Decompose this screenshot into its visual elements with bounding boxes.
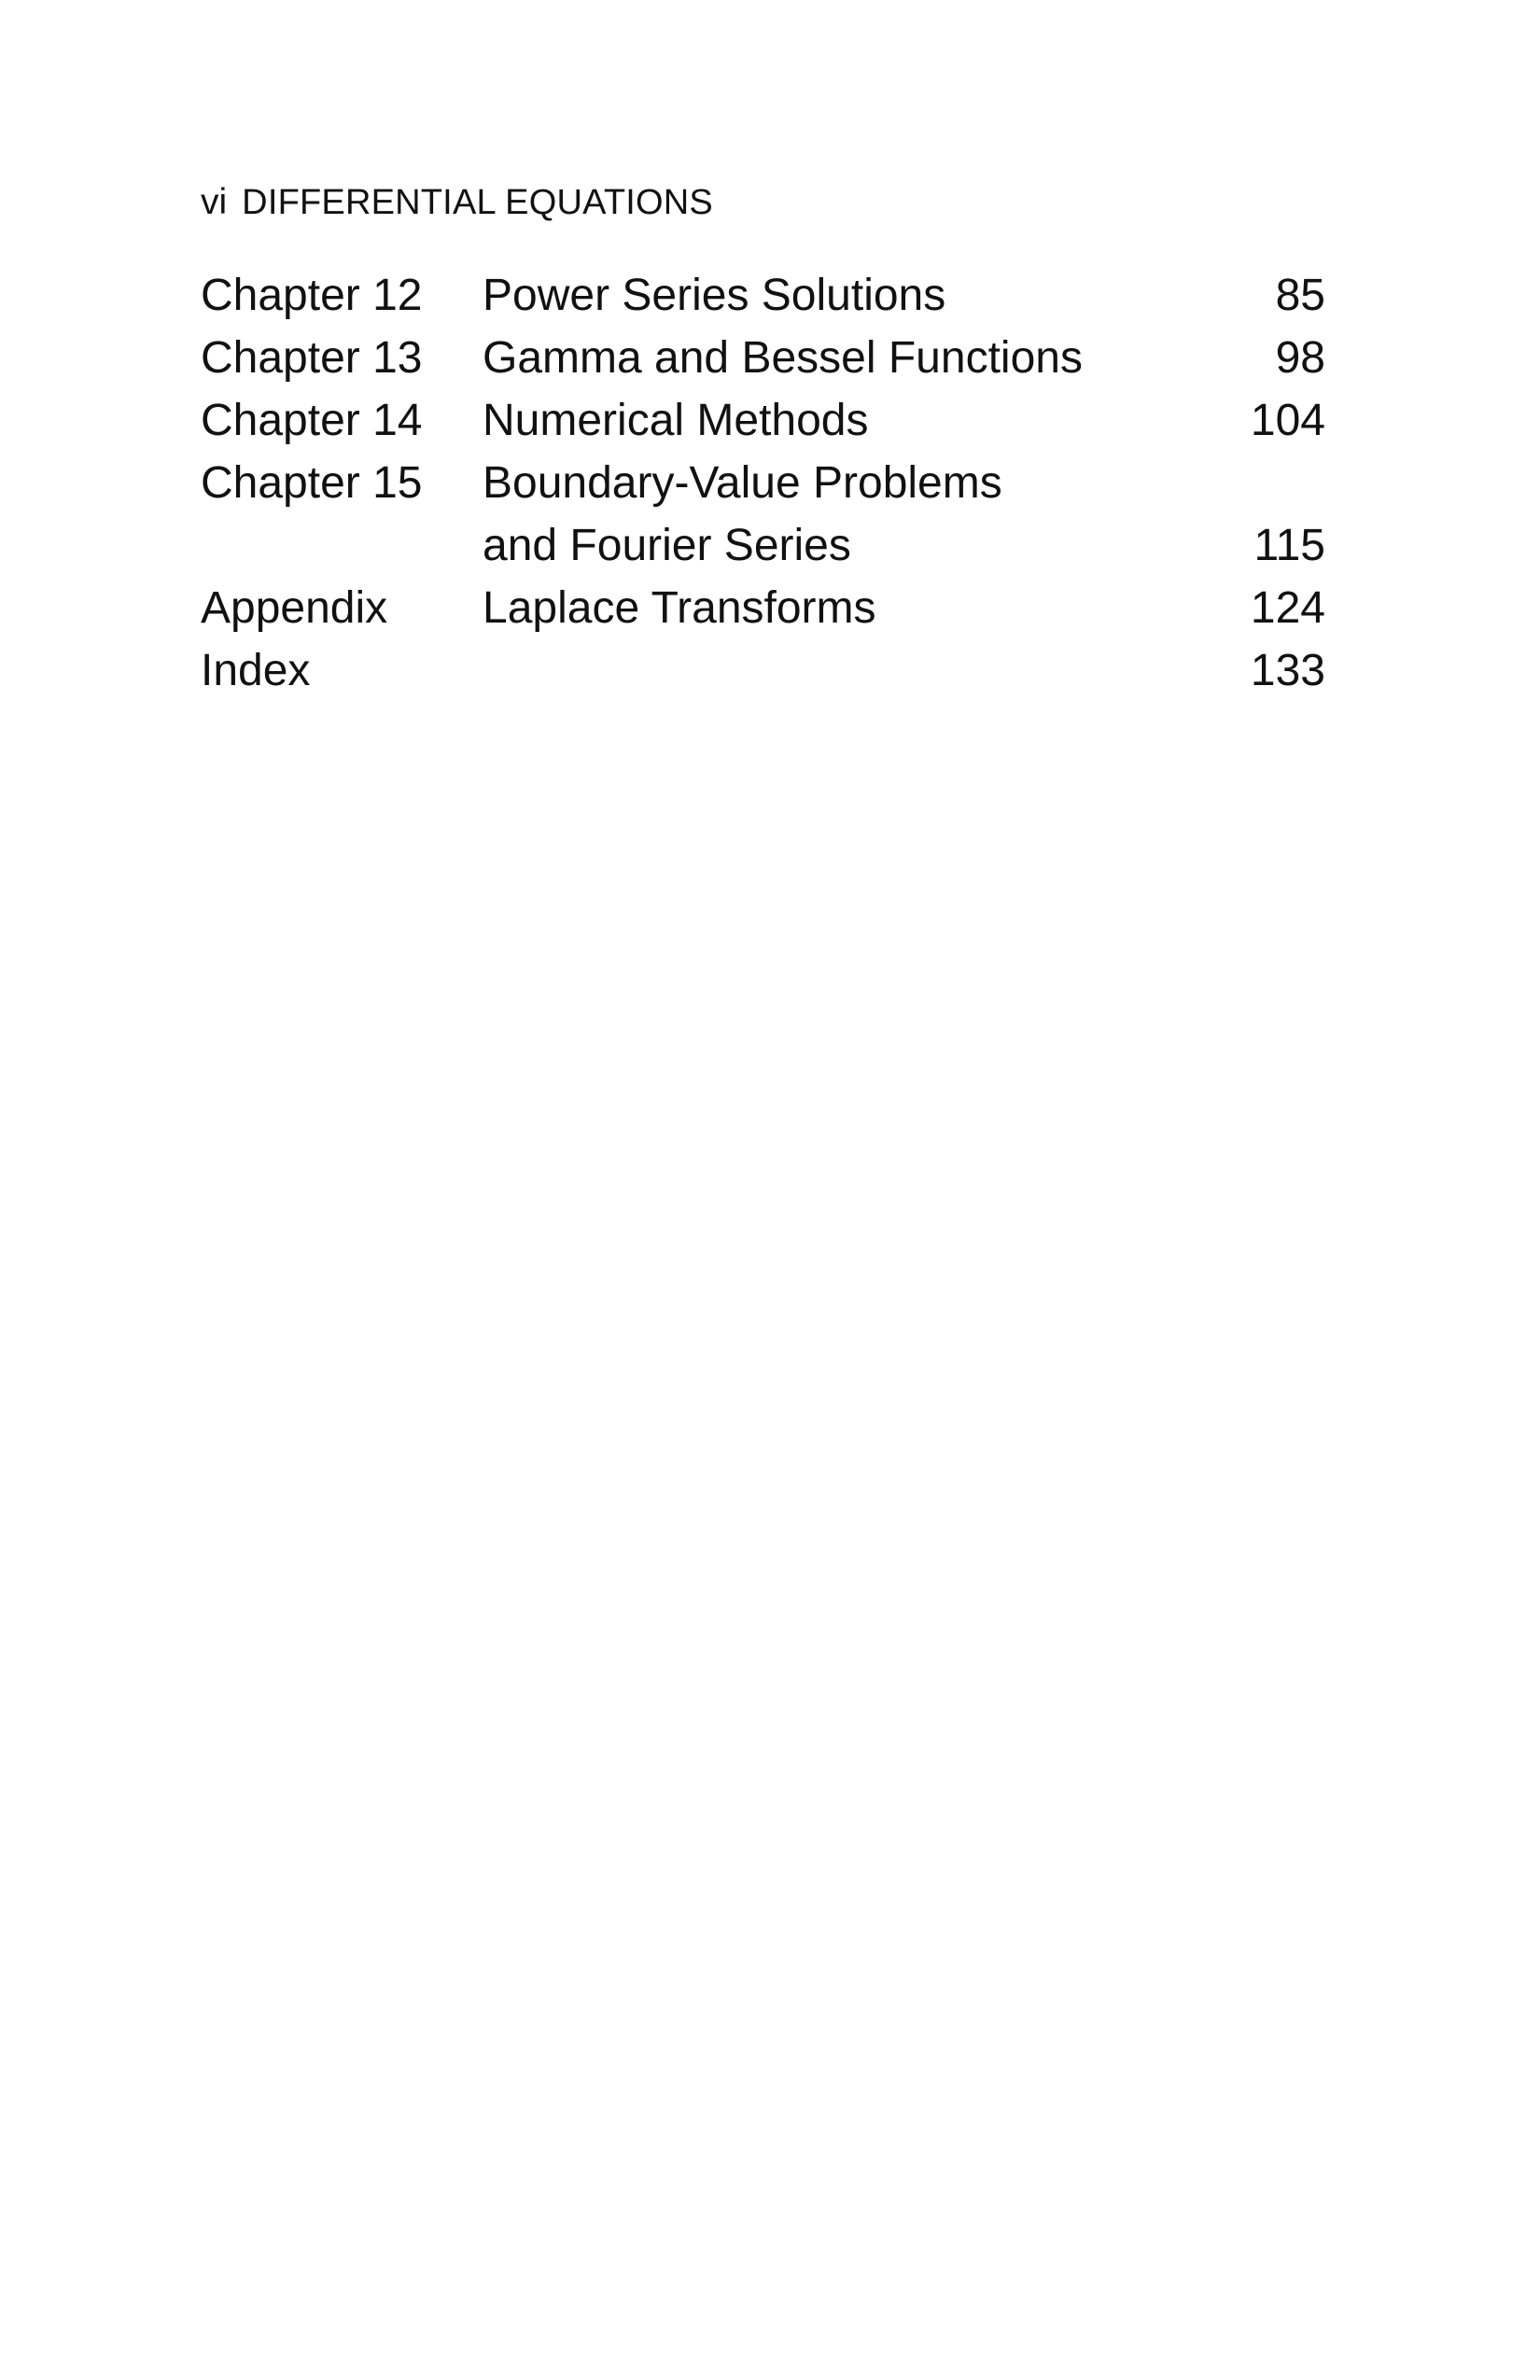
toc-page-number: 124 bbox=[1250, 583, 1325, 633]
toc-row-chapter-12 bbox=[201, 264, 1325, 327]
toc-label: Chapter 15 bbox=[201, 458, 423, 508]
table-of-contents bbox=[201, 264, 1325, 702]
toc-title: Gamma and Bessel Functions bbox=[483, 333, 1083, 383]
toc-row-chapter-15-continued bbox=[201, 514, 1325, 577]
toc-page-number: 133 bbox=[1250, 646, 1325, 695]
toc-row-chapter-14 bbox=[201, 389, 1325, 452]
book-title: DIFFERENTIAL EQUATIONS bbox=[242, 183, 713, 222]
toc-page-number: 115 bbox=[1253, 521, 1325, 570]
toc-page-number: 98 bbox=[1275, 333, 1325, 383]
toc-row-index bbox=[201, 639, 1325, 702]
toc-label: Chapter 12 bbox=[201, 271, 423, 320]
toc-title: Laplace Transforms bbox=[483, 583, 876, 633]
toc-label: Appendix bbox=[201, 583, 388, 633]
toc-page-number: 104 bbox=[1250, 396, 1325, 445]
toc-label: Chapter 14 bbox=[201, 396, 423, 445]
running-head bbox=[201, 182, 713, 223]
toc-row-chapter-15 bbox=[201, 452, 1325, 514]
toc-row-appendix bbox=[201, 577, 1325, 639]
toc-row-chapter-13 bbox=[201, 327, 1325, 389]
toc-title: and Fourier Series bbox=[483, 521, 851, 570]
toc-label: Index bbox=[201, 646, 311, 695]
toc-title: Numerical Methods bbox=[483, 396, 869, 445]
page-number-folio: vi bbox=[201, 182, 228, 222]
toc-title: Power Series Solutions bbox=[483, 271, 946, 320]
toc-label: Chapter 13 bbox=[201, 333, 423, 383]
toc-page-number: 85 bbox=[1275, 271, 1325, 320]
toc-title: Boundary-Value Problems bbox=[483, 458, 1002, 508]
